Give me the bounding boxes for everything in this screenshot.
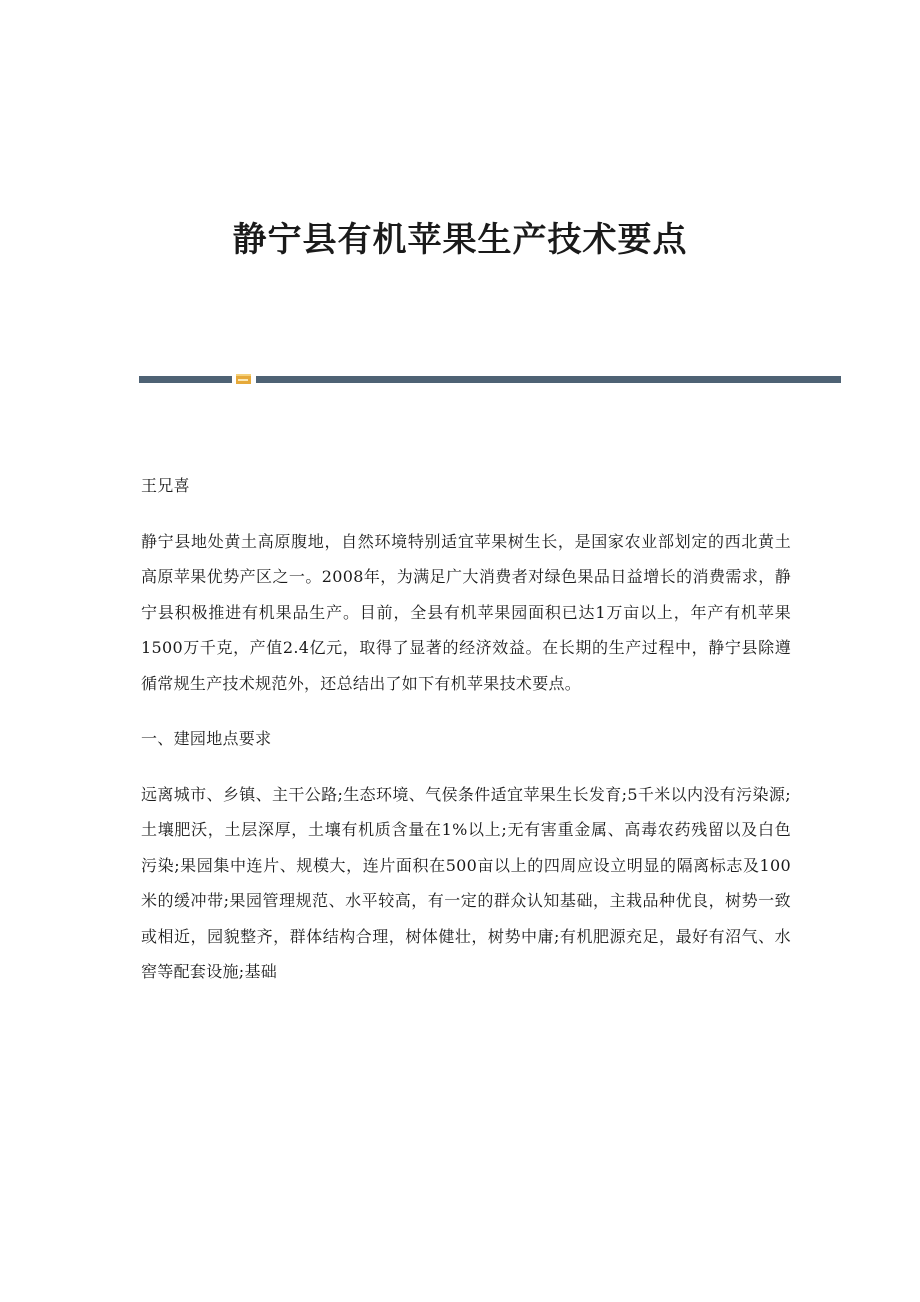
divider-marker-icon: [236, 374, 251, 384]
divider-bar-left: [139, 376, 232, 383]
divider-bar-right: [256, 376, 841, 383]
author-name: 王兄喜: [141, 476, 190, 495]
section-heading: 一、建园地点要求: [141, 729, 272, 748]
document-title: 静宁县有机苹果生产技术要点: [232, 220, 688, 260]
paragraph-intro: 静宁县地处黄土高原腹地，自然环境特别适宜苹果树生长，是国家农业部划定的西北黄土高原苹果优势产区之一。2008年，为满足广大消费者对绿色果品日益增长的消费需求，静宁县积极推进有机果品生产。目前，全县有机苹果园面积已达1万亩以上，年产有机苹果1500万千克，产值2.4亿元，取得了显著的经济效益。在长期的生产过程中，静宁县除遵循常规生产技术规范外，还总结出了如下有机苹果技术要点。: [141, 531, 791, 693]
document-body: [141, 468, 791, 1010]
paragraph-site-requirements: 远离城市、乡镇、主干公路;生态环境、气侯条件适宜苹果生长发育;5千米以内没有污染源;土壤肥沃，土层深厚，土壤有机质含量在1%以上;无有害重金属、高毒农药残留以及白色污染;果园集中连片、规模大，连片面积在500亩以上的四周应设立明显的隔离标志及100米的缓冲带;果园管理规范、水平较高，有一定的群众认知基础，主栽品种优良，树势一致或相近，园貌整齐，群体结构合理，树体健壮，树势中庸;有机肥源充足，最好有沼气、水窖等配套设施;基础: [141, 784, 791, 981]
title-divider: [139, 374, 841, 384]
